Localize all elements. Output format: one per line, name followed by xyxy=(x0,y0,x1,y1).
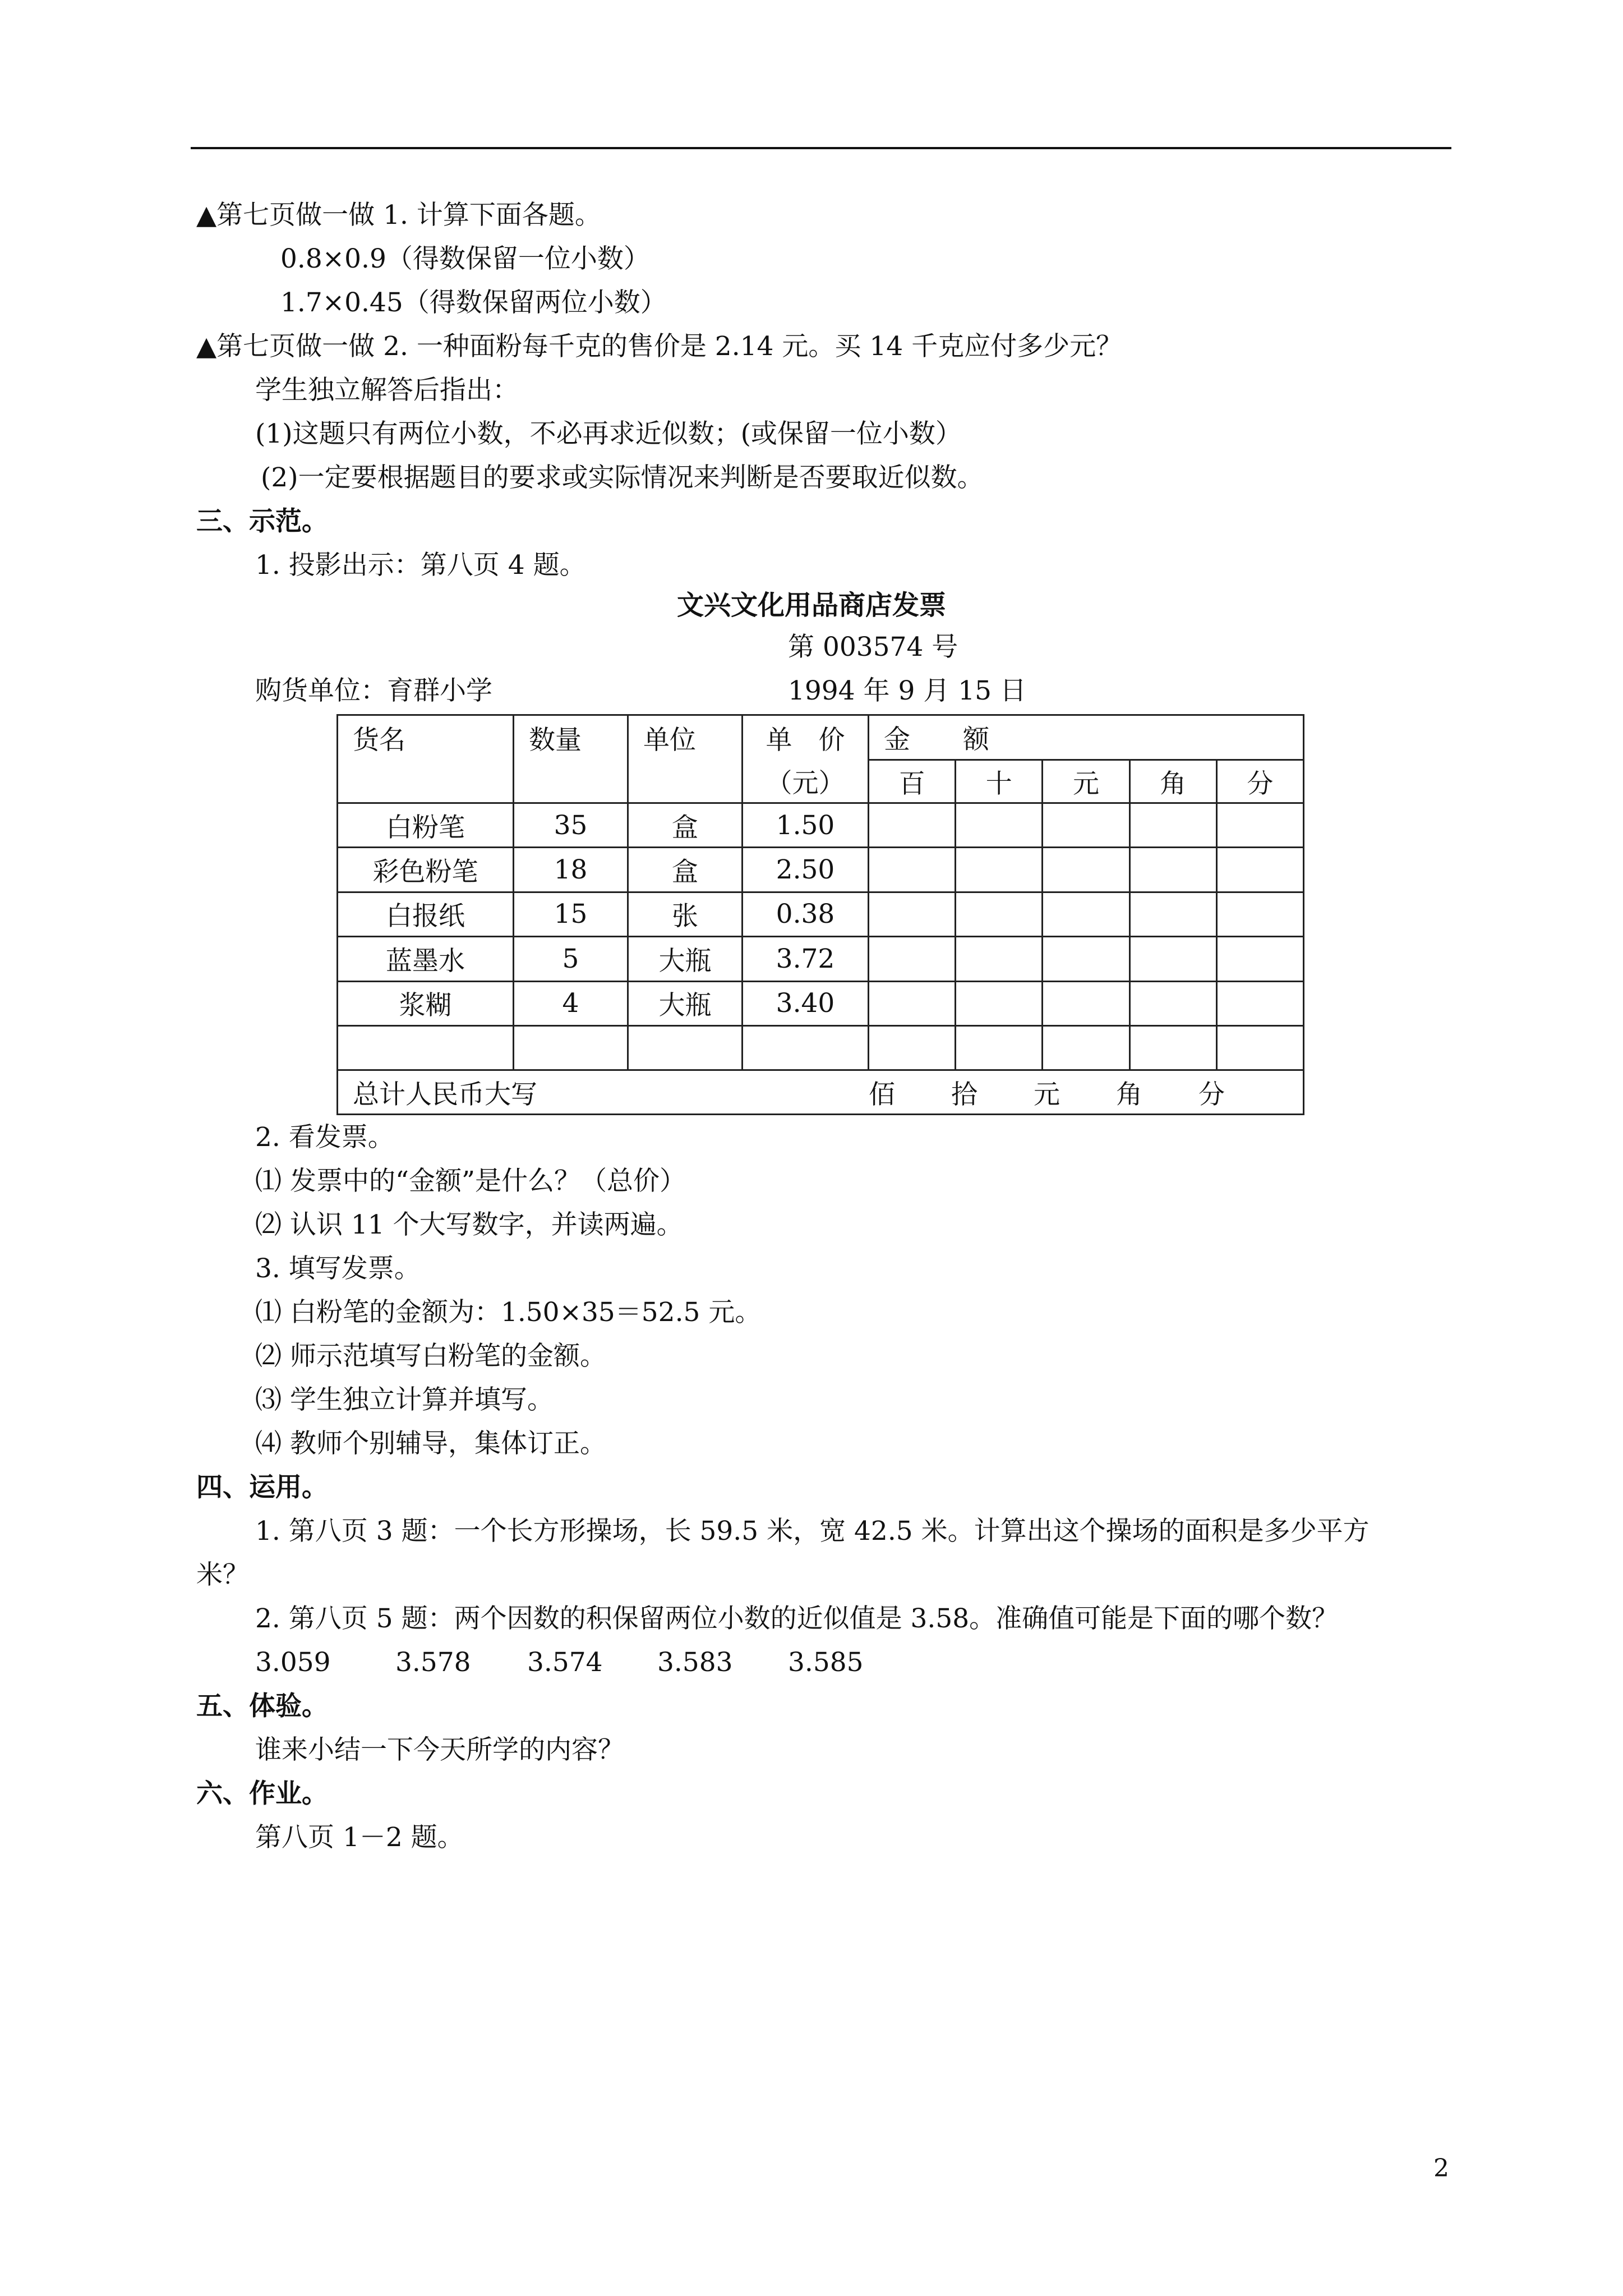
student-answer-intro: 学生独立解答后指出： xyxy=(255,375,519,406)
note-1: (1)这题只有两位小数，不必再求近似数；(或保留一位小数） xyxy=(255,418,962,449)
choice-5: 3.585 xyxy=(788,1647,864,1678)
projection-line: 1. 投影出示：第八页 4 题。 xyxy=(255,550,586,581)
amount-cell xyxy=(869,892,956,936)
amount-cell xyxy=(1043,892,1129,936)
amount-cell xyxy=(956,803,1043,847)
note-2: (2)一定要根据题目的要求或实际情况来判断是否要取近似数。 xyxy=(261,462,984,493)
total-row xyxy=(338,1070,1304,1115)
amount-col-yuan: 元 xyxy=(1043,760,1129,803)
choice-1: 3.059 xyxy=(255,1647,331,1678)
item-qty: 18 xyxy=(514,848,628,892)
amount-cell xyxy=(869,848,956,892)
invoice-table xyxy=(336,714,1304,1115)
amount-cell xyxy=(1129,892,1216,936)
amount-cell xyxy=(1043,848,1129,892)
item-unit: 盒 xyxy=(628,803,743,847)
invoice-buyer: 购货单位：育群小学 xyxy=(255,675,492,706)
apply-1: 1. 第八页 3 题：一个长方形操场，长 59.5 米，宽 42.5 米。计算出这个操场的面积是多少平方 xyxy=(255,1516,1370,1547)
item-name: 白报纸 xyxy=(338,892,514,936)
item-price: 3.40 xyxy=(743,981,869,1025)
item-unit: 大瓶 xyxy=(628,937,743,981)
table-row-empty xyxy=(338,1026,1304,1070)
table-row xyxy=(338,892,1304,936)
item-qty: 35 xyxy=(514,803,628,847)
amount-cell xyxy=(1129,803,1216,847)
amount-cell xyxy=(869,803,956,847)
amount-col-fen: 分 xyxy=(1216,760,1303,803)
exercise-1-item-a: 0.8×0.9（得数保留一位小数） xyxy=(280,243,650,274)
question-2: ⑵ 认识 11 个大写数字，并读两遍。 xyxy=(255,1209,683,1240)
fill-invoice: 3. 填写发票。 xyxy=(255,1253,421,1284)
table-row xyxy=(338,981,1304,1025)
section-4-heading: 四、运用。 xyxy=(196,1472,328,1503)
amount-cell xyxy=(1216,981,1303,1025)
page-number: 2 xyxy=(1433,2154,1449,2183)
amount-cell xyxy=(1043,981,1129,1025)
table-row xyxy=(338,803,1304,847)
choice-4: 3.583 xyxy=(657,1647,733,1678)
item-price: 0.38 xyxy=(743,892,869,936)
amount-cell xyxy=(1043,803,1129,847)
invoice-date: 1994 年 9 月 15 日 xyxy=(788,675,1027,706)
exercise-1-heading: ▲第七页做一做 1. 计算下面各题。 xyxy=(196,200,601,231)
choice-2: 3.578 xyxy=(395,1647,471,1678)
amount-cell xyxy=(1129,937,1216,981)
amount-cell xyxy=(956,981,1043,1025)
homework: 第八页 1－2 题。 xyxy=(255,1822,464,1853)
amount-cell xyxy=(956,937,1043,981)
apply-2: 2. 第八页 5 题：两个因数的积保留两位小数的近似值是 3.58。准确值可能是下面的哪个数？ xyxy=(255,1603,1339,1634)
amount-cell xyxy=(869,981,956,1025)
item-name: 蓝墨水 xyxy=(338,937,514,981)
amount-cell xyxy=(1043,937,1129,981)
item-qty: 4 xyxy=(514,981,628,1025)
step-3: ⑶ 学生独立计算并填写。 xyxy=(255,1384,554,1415)
total-unit-shi: 拾 xyxy=(951,1079,978,1110)
item-name: 彩色粉笔 xyxy=(338,848,514,892)
amount-cell xyxy=(1216,892,1303,936)
total-unit-jiao: 角 xyxy=(1116,1079,1142,1110)
table-row xyxy=(338,937,1304,981)
item-price: 3.72 xyxy=(743,937,869,981)
amount-cell xyxy=(1216,937,1303,981)
section-3-heading: 三、示范。 xyxy=(196,506,328,537)
item-qty: 15 xyxy=(514,892,628,936)
look-invoice: 2. 看发票。 xyxy=(255,1122,394,1153)
amount-cell xyxy=(956,892,1043,936)
header-unit: 单位 xyxy=(628,715,743,803)
step-1: ⑴ 白粉笔的金额为：1.50×35＝52.5 元。 xyxy=(255,1297,762,1328)
item-name: 白粉笔 xyxy=(338,803,514,847)
summary-prompt: 谁来小结一下今天所学的内容？ xyxy=(255,1734,624,1765)
section-6-heading: 六、作业。 xyxy=(196,1778,328,1809)
item-qty: 5 xyxy=(514,937,628,981)
item-unit: 盒 xyxy=(628,848,743,892)
header-price: 单 价 xyxy=(743,715,869,760)
step-2: ⑵ 师示范填写白粉笔的金额。 xyxy=(255,1341,606,1372)
amount-col-jiao: 角 xyxy=(1129,760,1216,803)
step-4: ⑷ 教师个别辅导，集体订正。 xyxy=(255,1428,606,1459)
item-price: 1.50 xyxy=(743,803,869,847)
total-unit-yuan: 元 xyxy=(1034,1079,1060,1110)
header-qty: 数量 xyxy=(514,715,628,803)
table-row xyxy=(338,848,1304,892)
amount-cell xyxy=(869,937,956,981)
item-unit: 大瓶 xyxy=(628,981,743,1025)
amount-cell xyxy=(1216,803,1303,847)
amount-cell xyxy=(1129,981,1216,1025)
header-amount: 金 额 xyxy=(869,715,1304,760)
choice-3: 3.574 xyxy=(527,1647,603,1678)
question-1: ⑴ 发票中的“金额”是什么？（总价） xyxy=(255,1166,686,1197)
exercise-2-heading: ▲第七页做一做 2. 一种面粉每千克的售价是 2.14 元。买 14 千克应付多少元？ xyxy=(196,331,1123,362)
total-label: 总计人民币大写 xyxy=(353,1079,537,1110)
item-price: 2.50 xyxy=(743,848,869,892)
invoice-number: 第 003574 号 xyxy=(788,632,958,662)
amount-cell xyxy=(1216,848,1303,892)
section-5-heading: 五、体验。 xyxy=(196,1691,328,1722)
total-unit-bai: 佰 xyxy=(869,1079,895,1110)
apply-1-cont: 米？ xyxy=(196,1559,249,1590)
item-name: 浆糊 xyxy=(338,981,514,1025)
amount-cell xyxy=(956,848,1043,892)
exercise-1-item-b: 1.7×0.45（得数保留两位小数） xyxy=(280,287,667,318)
header-rule xyxy=(191,147,1451,149)
item-unit: 张 xyxy=(628,892,743,936)
header-name: 货名 xyxy=(338,715,514,803)
invoice-title: 文兴文化用品商店发票 xyxy=(676,590,946,621)
amount-cell xyxy=(1129,848,1216,892)
amount-col-hundreds: 百 xyxy=(869,760,956,803)
amount-col-tens: 十 xyxy=(956,760,1043,803)
header-price-unit: （元） xyxy=(743,760,869,803)
total-unit-fen: 分 xyxy=(1198,1079,1225,1110)
